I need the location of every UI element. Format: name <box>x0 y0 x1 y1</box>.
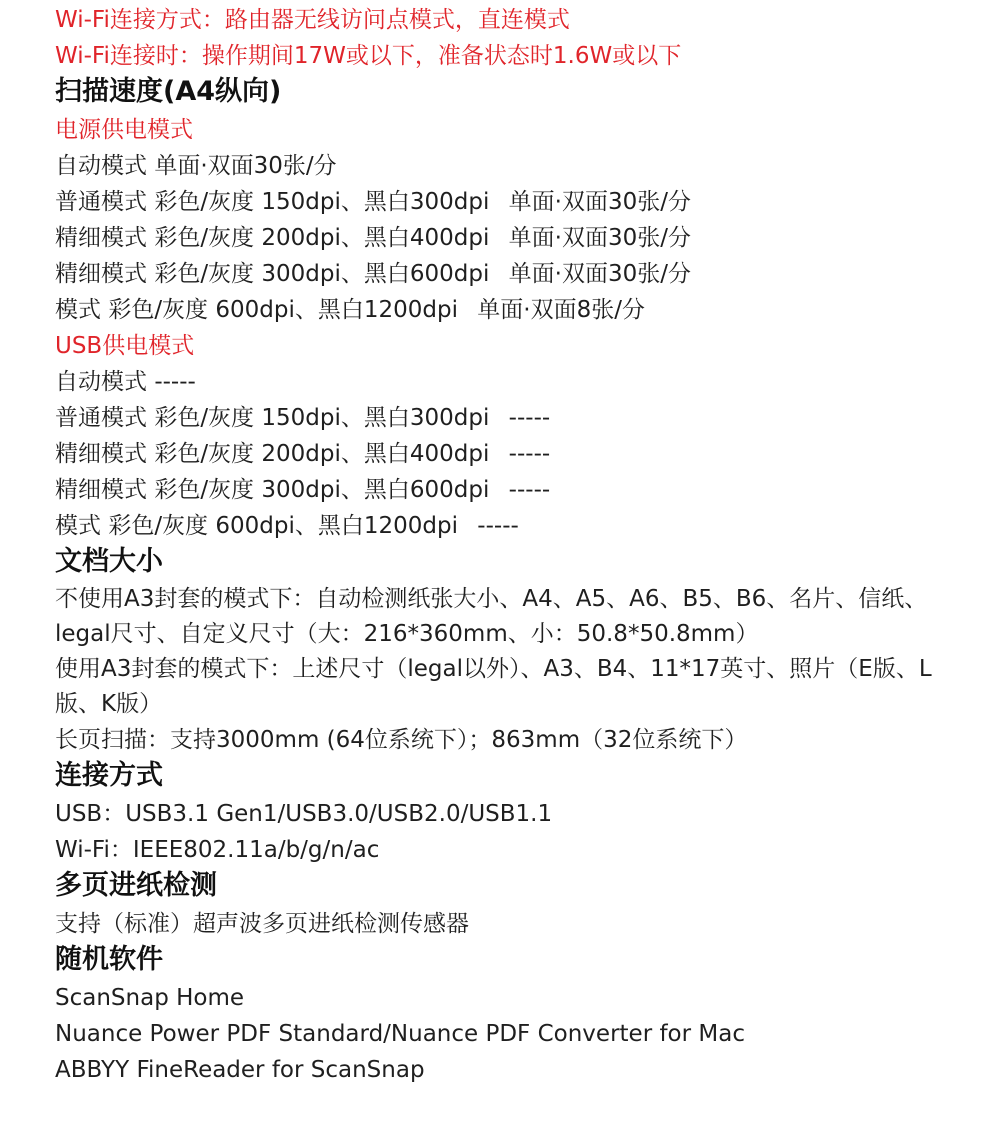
document-size-heading: 文档大小 <box>55 546 163 577</box>
wifi-connection-mode: Wi-Fi连接方式：路由器无线访问点模式，直连模式 <box>55 7 570 33</box>
connection-heading: 连接方式 <box>55 760 163 791</box>
row-spec: 彩色/灰度 600dpi、黑白1200dpi <box>108 513 458 539</box>
power-row-superfine <box>55 256 975 292</box>
row-mode: 精细模式 <box>55 261 147 287</box>
power-row-normal <box>55 184 975 220</box>
multifeed-sensor: 支持（标准）超声波多页进纸检测传感器 <box>55 911 469 937</box>
usb-row-excellent <box>55 508 975 544</box>
row-mode: 模式 <box>55 297 101 323</box>
row-spec: 彩色/灰度 150dpi、黑白300dpi <box>154 405 490 431</box>
row-mode: 普通模式 <box>55 189 147 215</box>
row-spec: 彩色/灰度 200dpi、黑白400dpi <box>154 225 490 251</box>
row-mode: 精细模式 <box>55 225 147 251</box>
document-size-without-carrier: 不使用A3封套的模式下：自动检测纸张大小、A4、A5、A6、B5、B6、名片、信纸、legal尺寸、自定义尺寸（大：216*360mm、小：50.8*50.8mm） <box>55 586 928 647</box>
row-mode: 自动模式 <box>55 153 147 179</box>
usb-row-fine <box>55 436 975 472</box>
usb-power-mode-label: USB供电模式 <box>55 333 195 359</box>
scan-speed-heading: 扫描速度(A4纵向) <box>55 76 282 107</box>
connection-usb: USB：USB3.1 Gen1/USB3.0/USB2.0/USB1.1 <box>55 801 553 827</box>
power-row-excellent <box>55 292 975 328</box>
row-speed: 单面·双面30张/分 <box>508 261 691 287</box>
software-item: ScanSnap Home <box>55 985 245 1011</box>
row-mode: 模式 <box>55 513 101 539</box>
wifi-power-consumption: Wi-Fi连接时：操作期间17W或以下，准备状态时1.6W或以下 <box>55 43 682 69</box>
row-spec: 彩色/灰度 300dpi、黑白600dpi <box>154 477 490 503</box>
usb-row-superfine <box>55 472 975 508</box>
row-spec: 彩色/灰度 150dpi、黑白300dpi <box>154 189 490 215</box>
row-speed: 单面·双面30张/分 <box>508 225 691 251</box>
row-spec: 彩色/灰度 600dpi、黑白1200dpi <box>108 297 458 323</box>
connection-wifi: Wi-Fi：IEEE802.11a/b/g/n/ac <box>55 837 380 863</box>
software-item: ABBYY FineReader for ScanSnap <box>55 1057 425 1083</box>
document-size-with-carrier: 使用A3封套的模式下：上述尺寸（legal以外）、A3、B4、11*17英寸、照片（E版、L版、K版） <box>55 656 932 717</box>
software-heading: 随机软件 <box>55 944 163 975</box>
row-spec: 彩色/灰度 200dpi、黑白400dpi <box>154 441 490 467</box>
row-speed: ----- <box>154 369 196 395</box>
row-speed: ----- <box>508 405 551 431</box>
row-mode: 精细模式 <box>55 477 147 503</box>
row-spec: 彩色/灰度 300dpi、黑白600dpi <box>154 261 490 287</box>
usb-row-normal <box>55 400 975 436</box>
row-speed: ----- <box>477 513 519 539</box>
row-speed: ----- <box>508 477 551 503</box>
row-speed: 单面·双面30张/分 <box>154 153 337 179</box>
row-mode: 精细模式 <box>55 441 147 467</box>
software-item: Nuance Power PDF Standard/Nuance PDF Converter for Mac <box>55 1021 745 1047</box>
multifeed-heading: 多页进纸检测 <box>55 870 217 901</box>
row-speed: 单面·双面8张/分 <box>477 297 645 323</box>
spec-sheet <box>55 2 975 1088</box>
usb-row-auto <box>55 364 975 400</box>
power-row-fine <box>55 220 975 256</box>
row-mode: 普通模式 <box>55 405 147 431</box>
row-speed: 单面·双面30张/分 <box>508 189 691 215</box>
long-page-scan: 长页扫描：支持3000mm (64位系统下）；863mm（32位系统下） <box>55 727 748 753</box>
row-mode: 自动模式 <box>55 369 147 395</box>
power-row-auto <box>55 148 975 184</box>
power-adapter-mode-label: 电源供电模式 <box>55 117 193 143</box>
row-speed: ----- <box>508 441 551 467</box>
